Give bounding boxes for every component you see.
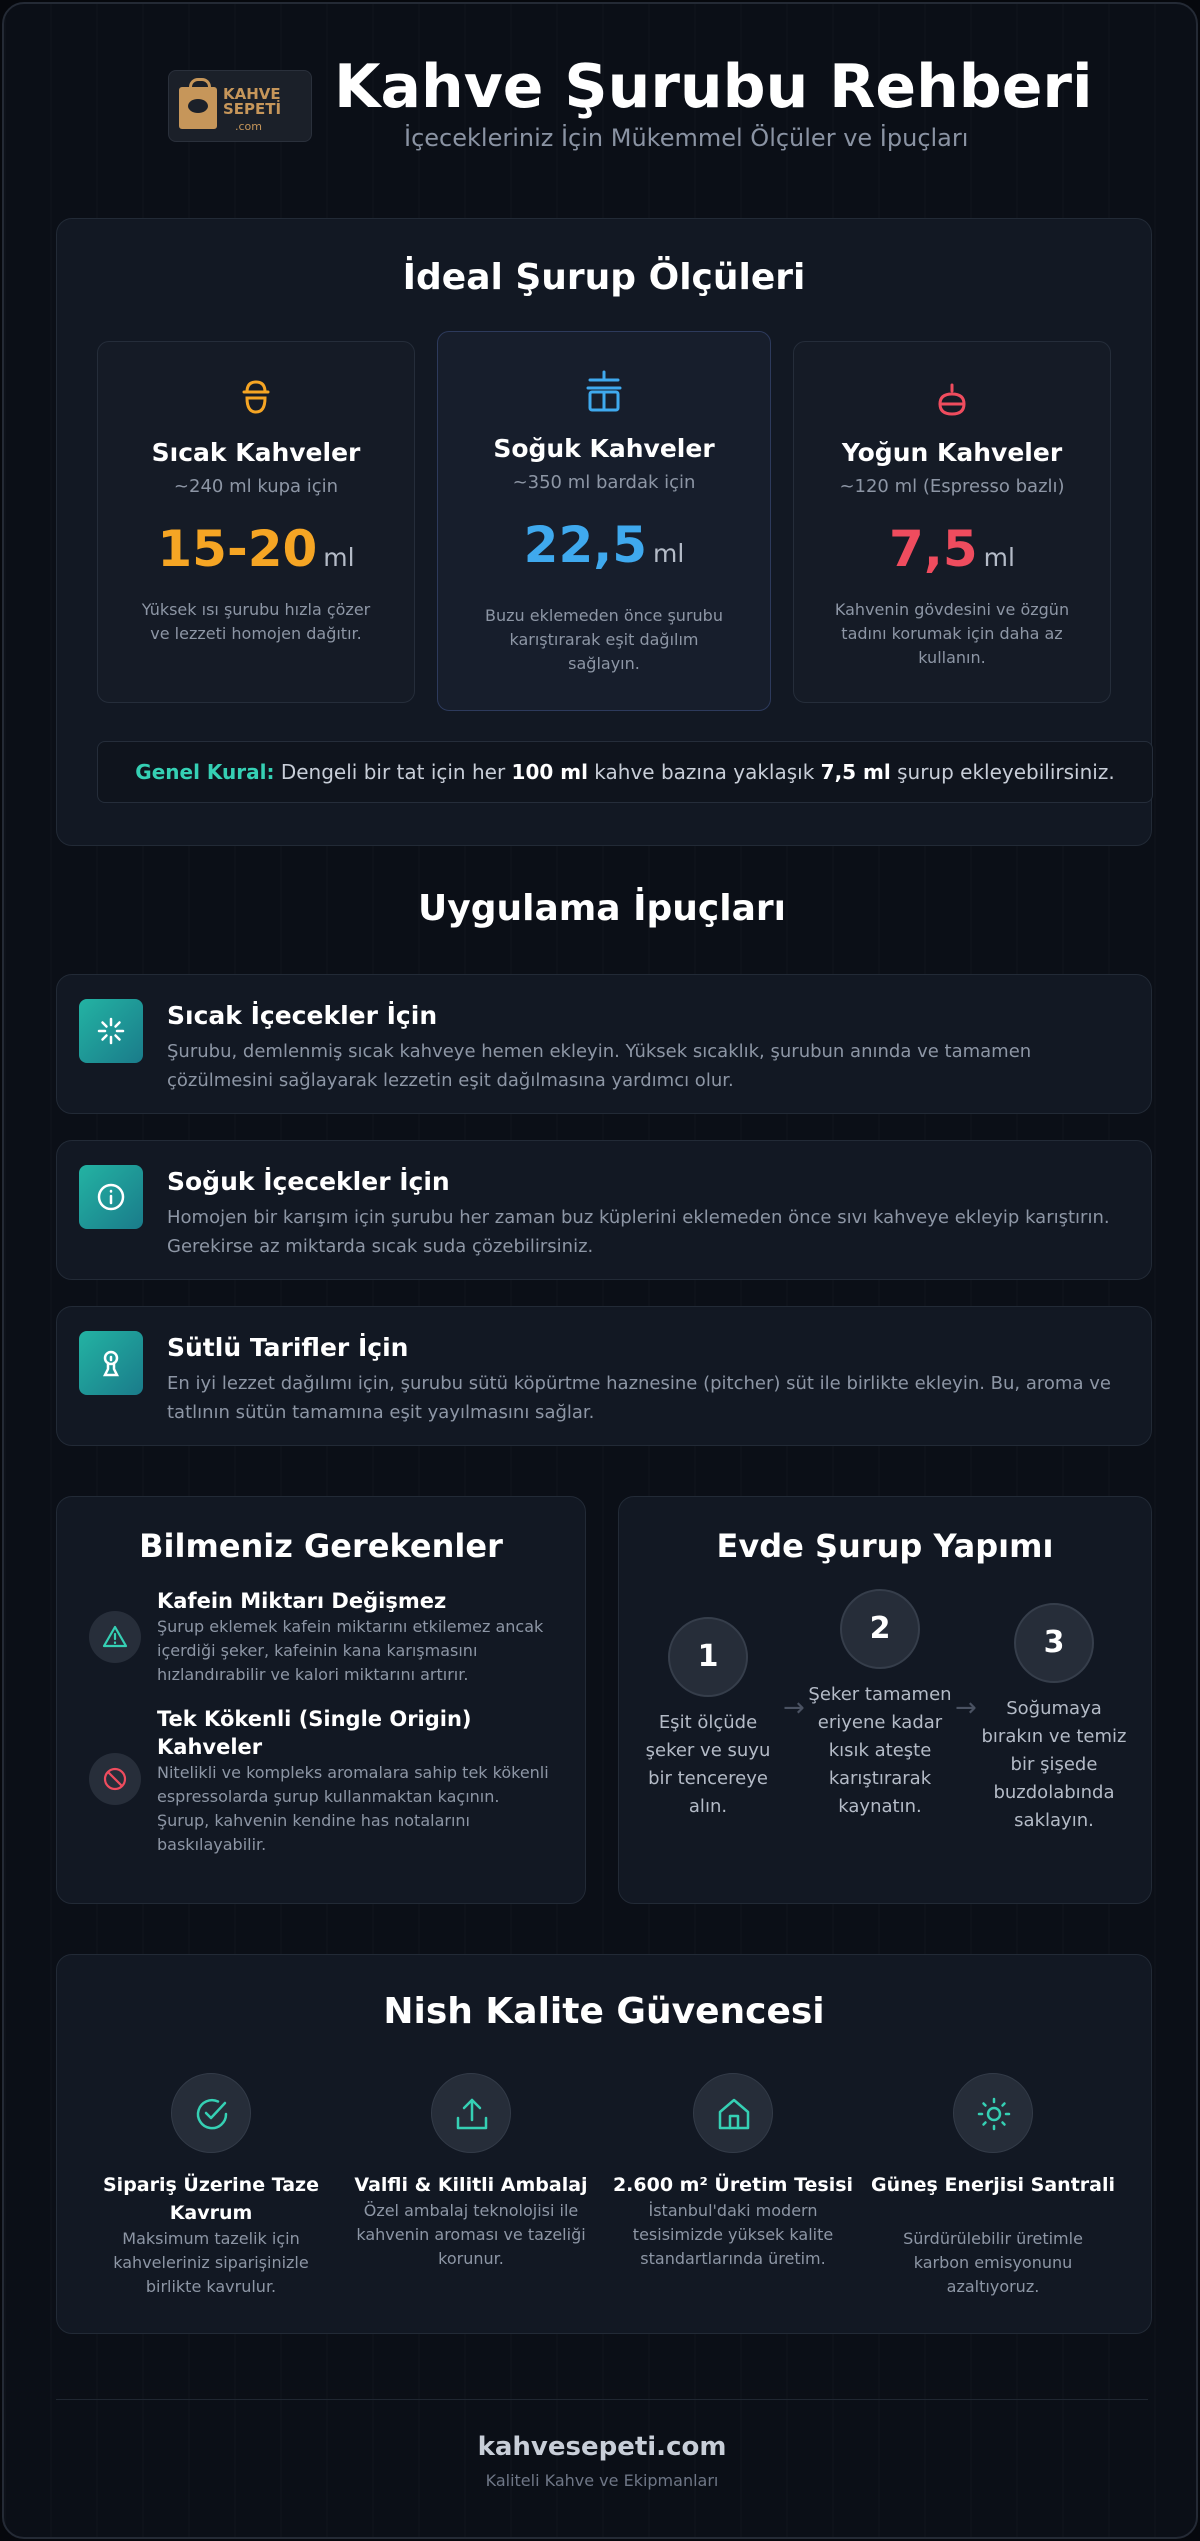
general-rule [97, 741, 1153, 803]
espresso-icon [794, 382, 1110, 422]
logo-text-3: .com [235, 120, 262, 133]
sparkle-icon [79, 999, 143, 1063]
warning-icon [89, 1611, 141, 1663]
rule-text: şurup ekleyebilirsiniz. [897, 760, 1115, 784]
measure-size: ~120 ml (Espresso bazlı) [839, 476, 1065, 497]
measure-name: Yoğun Kahveler [841, 438, 1063, 467]
tip-card-cold [56, 1140, 1152, 1280]
home-icon [693, 2073, 773, 2153]
step-number: 3 [1014, 1603, 1094, 1683]
tip-text: En iyi lezzet dağılımı için, şurubu sütü köpürtme haznesine (pitcher) süt ile birlikte ekleyin. Bu, aroma ve tatlının sütün tamamına eşit yayılmasını sağlar. [167, 1373, 1111, 1423]
page-frame [2, 2, 1198, 2539]
page-title: Kahve Şurubu Rehberi [334, 52, 1093, 122]
measure-size: ~240 ml kupa için [173, 476, 339, 497]
no-entry-icon [89, 1753, 141, 1805]
footer-tagline: Kaliteli Kahve ve Ekipmanları [485, 2471, 719, 2490]
footer-site-link[interactable]: kahvesepeti.com [477, 2432, 727, 2462]
quality-item-text: Sürdürülebilir üretimle karbon emisyonunu azaltıyoruz. [903, 2229, 1083, 2296]
measure-number: 15-20 [157, 520, 318, 578]
measure-value [438, 516, 770, 574]
step-number: 1 [668, 1617, 748, 1697]
rule-amount-coffee: 100 ml [511, 760, 588, 784]
measure-desc: Yüksek ısı şurubu hızla çözer ve lezzeti homojen dağıtır. [141, 600, 371, 643]
arrow-icon: → [955, 1693, 977, 1723]
step-text: Şeker tamamen eriyene kadar kısık ateşte karıştırarak kaynatın. [808, 1684, 952, 1817]
tip-card-milk [56, 1306, 1152, 1446]
sun-icon [953, 2073, 1033, 2153]
rule-label: Genel Kural: [135, 760, 275, 784]
measures-title: İdeal Şurup Ölçüleri [402, 257, 806, 298]
know-item-text: Şurup eklemek kafein miktarını etkilemez ancak içerdiği şeker, kafeinin kana karışmasını hızlandırabilir ve kalori miktarını artırır. [157, 1617, 544, 1684]
tip-card-hot [56, 974, 1152, 1114]
footer-divider [56, 2399, 1148, 2400]
homemade-title: Evde Şurup Yapımı [716, 1527, 1054, 1565]
know-item-text: Nitelikli ve kompleks aromalara sahip tek kökenli espressolarda şurup kullanmaktan kaçının. Şurup, kahvenin kendine has notalarını baskılayabilir. [157, 1763, 549, 1854]
step-number: 2 [840, 1589, 920, 1669]
brand-logo[interactable] [168, 70, 312, 142]
quality-item-title: 2.600 m² Üretim Tesisi [612, 2174, 854, 2196]
tip-text: Homojen bir karışım için şurubu her zaman buz küplerini eklemeden önce sıvı kahveye ekleyip karıştırın. Gerekirse az miktarda sıcak suda çözebilirsiniz. [167, 1207, 1110, 1257]
measure-name: Sıcak Kahveler [151, 438, 361, 467]
quality-title: Nish Kalite Güvencesi [383, 1991, 825, 2032]
check-circle-icon [171, 2073, 251, 2153]
measure-size: ~350 ml bardak için [512, 472, 696, 493]
iced-glass-icon [438, 370, 770, 416]
quality-item-text: Özel ambalaj teknolojisi ile kahvenin aroması ve tazeliği korunur. [356, 2201, 586, 2268]
hot-cup-icon [98, 378, 414, 422]
know-title: Bilmeniz Gerekenler [139, 1527, 503, 1565]
tips-title: Uygulama İpuçları [418, 888, 786, 929]
step-text: Eşit ölçüde şeker ve suyu bir tencereye alın. [645, 1712, 771, 1817]
quality-item-title: Valfli & Kilitli Ambalaj [354, 2174, 588, 2196]
measure-card-cold [437, 331, 771, 711]
measure-number: 22,5 [523, 516, 648, 574]
quality-panel [56, 1954, 1152, 2334]
pitcher-icon [79, 1331, 143, 1395]
know-panel [56, 1496, 586, 1904]
logo-text-1: KAHVE [223, 85, 281, 103]
measure-unit: ml [983, 543, 1015, 572]
logo-text-2: SEPETİ [223, 100, 282, 118]
tip-text: Şurubu, demlenmiş sıcak kahveye hemen ekleyin. Yüksek sıcaklık, şurubun anında ve tamamen çözülmesini sağlayarak lezzetin eşit dağılmasına yardımcı olur. [167, 1041, 1032, 1091]
quality-item-title: Güneş Enerjisi Santrali [870, 2174, 1115, 2196]
shopping-bag-icon [179, 87, 217, 129]
tip-title: Sütlü Tarifler İçin [167, 1333, 409, 1362]
measure-value [794, 520, 1110, 578]
page-subtitle: İçecekleriniz İçin Mükemmel Ölçüler ve İpuçları [404, 124, 969, 152]
measure-value [98, 520, 414, 578]
rule-text: kahve bazına yaklaşık [594, 760, 815, 784]
tip-title: Sıcak İçecekler İçin [167, 1001, 438, 1030]
measure-desc: Kahvenin gövdesini ve özgün tadını korumak için daha az kullanın. [834, 600, 1070, 667]
know-item-title: Kafein Miktarı Değişmez [157, 1589, 447, 1613]
rule-text: Dengeli bir tat için her [280, 760, 506, 784]
info-icon [79, 1165, 143, 1229]
upload-icon [431, 2073, 511, 2153]
measure-unit: ml [653, 539, 685, 568]
quality-item-title: Sipariş Üzerine Taze Kavrum [103, 2174, 319, 2224]
measure-card-hot [97, 341, 415, 703]
know-item-title: Tek Kökenli (Single Origin) Kahveler [157, 1707, 472, 1759]
arrow-icon: → [783, 1693, 805, 1723]
tip-title: Soğuk İçecekler İçin [167, 1167, 450, 1196]
measure-name: Soğuk Kahveler [493, 434, 715, 463]
measures-panel [56, 218, 1152, 846]
quality-item-text: İstanbul'daki modern tesisimizde yüksek kalite standartlarında üretim. [632, 2201, 834, 2268]
measure-unit: ml [323, 543, 355, 572]
step-text: Soğumaya bırakın ve temiz bir şişede buzdolabında saklayın. [981, 1698, 1127, 1831]
quality-item-text: Maksimum tazelik için kahveleriniz siparişinizle birlikte kavrulur. [113, 2229, 309, 2296]
measure-number: 7,5 [889, 520, 978, 578]
rule-amount-syrup: 7,5 ml [820, 760, 891, 784]
header [4, 52, 1200, 162]
measure-desc: Buzu eklemeden önce şurubu karıştırarak eşit dağılım sağlayın. [485, 606, 723, 673]
measure-card-strong [793, 341, 1111, 703]
homemade-panel [618, 1496, 1152, 1904]
